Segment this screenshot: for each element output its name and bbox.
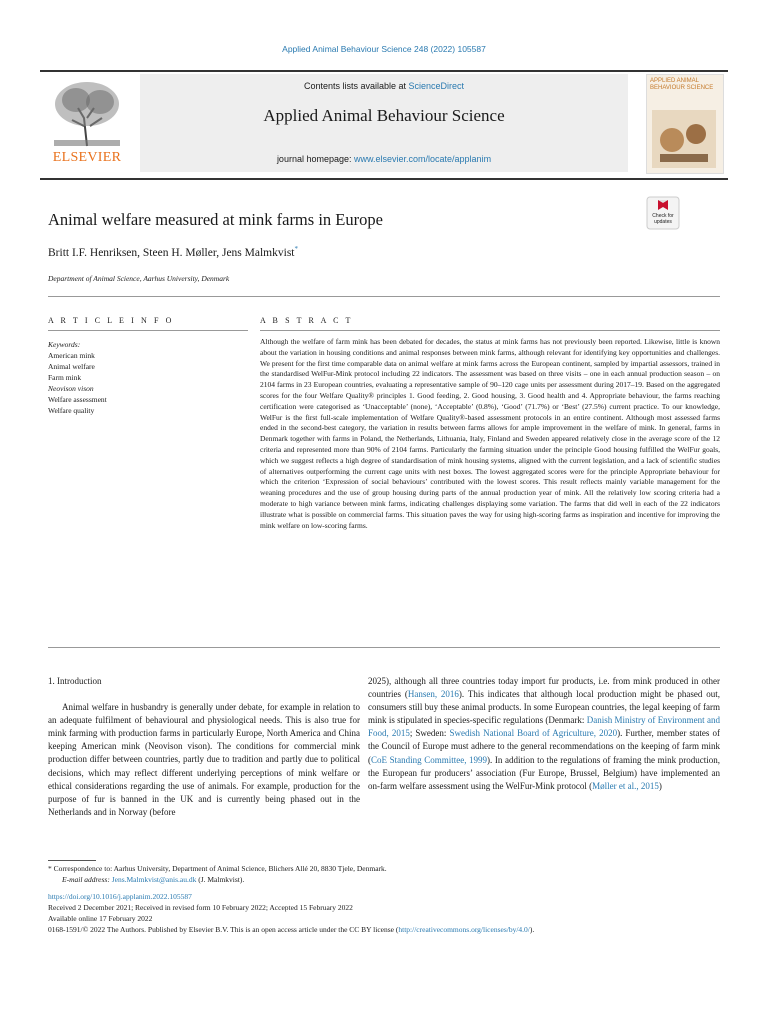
license-link[interactable]: http://creativecommons.org/licenses/by/4.0/ bbox=[398, 924, 530, 934]
keyword: Welfare quality bbox=[48, 405, 95, 415]
text-run: ). In addition to the regulations of framing the mink production, the European fur producers’ association (Fur Europe, Brussel, Belgium) have implemented an on-farm welfare assessment using the WelFur-Mink protocol ( bbox=[368, 754, 720, 791]
divider bbox=[48, 647, 720, 648]
email-line bbox=[48, 875, 728, 886]
text-run: ). This indicates that although local production might be phased out, consumers still buy these animal products. In some European countries, the legal keeping of farm mink is stipulated in species-specific regulations (Denmark: bbox=[368, 689, 720, 726]
intro-paragraph: Animal welfare in husbandry is generally under debate, for example in relation to an adequate fulfilment of behavioural and physiological needs. This is also true for mink farming with production farms in particularly Europe, North America and China keeping American mink (Neovison vison). The conditions for commercial mink production differ between countries, partly due to tradition and partly due to political decisions, which may reflect different underlying perceptions of mink welfare or ethical considerations regarding the use of animals. For example, production for the purpose of fur is banned in the UK and is currently being phased out in the Netherlands and in Norway (before bbox=[48, 702, 360, 817]
citation-link[interactable]: Møller et al., 2015 bbox=[592, 780, 659, 791]
divider bbox=[260, 330, 720, 331]
received-dates: Received 2 December 2021; Received in revised form 10 February 2022; Accepted 15 February 2022 bbox=[48, 902, 353, 912]
divider bbox=[48, 330, 248, 331]
correspondence-note bbox=[48, 864, 728, 875]
abstract-text: Although the welfare of farm mink has been debated for decades, the status at mink farms has not previously been reported. Likewise, little is known about the variation in housing conditions and animal responses between mink farms, although relevant for identifying key opportunities and challenges. We present for the first time comparable data on animal welfare at mink farms across the European continent, sampled by impartial assessors, trained in the standardised WelFur-Mink protocol including 22 indicators. The assessment was based on three visits – one in each annual production season – on 2104 farms in 23 European countries, evaluating a representative sample of 90–120 cage units per assessment during 2017–19. Based on the aggregated scores for the four Welfare Quality® principles 1. Good feeding, 2. Good housing, 3. Good health and 4. Appropriate behaviour, the farms reaching certification were categorised as ‘Unacceptable’ (none), ‘Acceptable’ (0.8%), ‘Good’ (71.7%) or ‘Best’ (27.5%) current practice. To our knowledge, WelFur is the first full-scale implementation of Welfare Quality®-based assessment protocols in an entire continent. Although most assessed farms ended in the second-best category, the variation in results between farms allows for ample improvement in the welfare of mink. In general, farms in Denmark together with farms in Poland, the Netherlands, Lithuania, Italy, Finland and Sweden appeared relatively close in the average score of the 12 criteria and represented more than 90% of 2104 farms. Particularly the farming situation under the principle Good housing fulfilled the WelFur goals, which we suggest reflects a high degree of standardisation of mink housing systems, aligned with the current legislation, and a lack of scientific studies of alternatives outperforming the current cage units with nest boxes. The lowest aggregated scores were for the principle Appropriate behaviour for which the criterion ‘Expression of social behaviours’ contributed with the lowest scores. This result reflects mainly variable management for the weaning procedures and the use of group housing during parts of the annual production year of mink. All the relatively low scoring criteria had a moderate to high variance between mink farms, indicating challenges displaying some variation. The farms that did well in each of the 22 indicators illustrate what is possible on commercial farms. This situation paves the way for using high-scoring farms as inspiration and incentive for improving the mink welfare on low-scoring farms. bbox=[260, 337, 720, 530]
cover-illustration bbox=[652, 110, 716, 168]
license-suffix: ). bbox=[529, 924, 535, 934]
divider bbox=[48, 296, 720, 297]
correspondence-text: Correspondence to: Aarhus University, Department of Animal Science, Blichers Allé 20, 8830 Tjele, Denmark. bbox=[51, 864, 387, 873]
citation-link[interactable]: Swedish National Board of Agriculture, 2020 bbox=[449, 728, 618, 739]
footnote-divider bbox=[48, 860, 96, 861]
sciencedirect-link[interactable]: ScienceDirect bbox=[408, 81, 465, 91]
keyword: Welfare assessment bbox=[48, 394, 107, 404]
article-info-heading: A R T I C L E I N F O bbox=[48, 316, 175, 325]
journal-homepage bbox=[140, 154, 628, 164]
email-label: E-mail address: bbox=[62, 874, 112, 884]
article-title: Animal welfare measured at mink farms in Europe bbox=[48, 210, 383, 229]
elsevier-tree-logo bbox=[48, 78, 126, 148]
author-list bbox=[48, 245, 298, 259]
license-text: 0168-1591/© 2022 The Authors. Published by Elsevier B.V. This is an open access article under the CC BY license ( bbox=[48, 924, 399, 934]
text-run: ). Further, member states of the Council of Europe must adhere to the general recommendations on the keeping of farm mink ( bbox=[368, 728, 720, 765]
citation-link[interactable]: Danish Ministry of Environment and Food, 2015 bbox=[368, 715, 720, 739]
corresponding-author-mark[interactable]: * bbox=[294, 245, 298, 253]
footer bbox=[48, 864, 728, 935]
intro-left-column bbox=[48, 675, 360, 819]
publisher-logo: ELSEVIER bbox=[52, 150, 122, 165]
citation-link[interactable]: Hansen, 2016 bbox=[407, 689, 459, 700]
affiliation: Department of Animal Science, Aarhus University, Denmark bbox=[48, 274, 230, 283]
homepage-link[interactable]: www.elsevier.com/locate/applanim bbox=[354, 154, 492, 164]
email-suffix: (J. Malmkvist). bbox=[196, 874, 245, 884]
email-link[interactable]: Jens.Malmkvist@anis.au.dk bbox=[111, 874, 197, 884]
footnote-mark: * bbox=[48, 864, 52, 873]
keyword: American mink bbox=[48, 351, 95, 360]
contents-prefix: Contents lists available at bbox=[303, 81, 409, 91]
keyword: Farm mink bbox=[48, 372, 82, 382]
abstract-heading: A B S T R A C T bbox=[260, 316, 354, 325]
keyword: Animal welfare bbox=[48, 361, 95, 371]
text-run: ) bbox=[658, 780, 662, 791]
contents-line bbox=[140, 81, 628, 91]
text-run: 2025), although all three countries today import fur products, i.e. from mink produced in other countries ( bbox=[368, 676, 720, 700]
keywords-label: Keywords: bbox=[48, 340, 81, 349]
citation-link[interactable]: CoE Standing Committee, 1999 bbox=[371, 754, 488, 765]
homepage-label: journal homepage: bbox=[276, 154, 354, 164]
online-date: Available online 17 February 2022 bbox=[48, 913, 153, 923]
keywords-list bbox=[48, 351, 107, 416]
check-for-updates-label[interactable]: Check for updates bbox=[652, 213, 674, 225]
authors: Britt I.F. Henriksen, Steen H. Møller, Jens Malmkvist bbox=[48, 246, 295, 259]
license-line bbox=[48, 925, 728, 936]
intro-right-column bbox=[368, 675, 720, 793]
intro-paragraph-continued bbox=[368, 675, 720, 793]
doi-link[interactable]: https://doi.org/10.1016/j.applanim.2022.105587 bbox=[48, 891, 192, 901]
keyword: Neovison vison bbox=[48, 383, 94, 393]
journal-citation[interactable]: Applied Animal Behaviour Science 248 (2022) 105587 bbox=[282, 44, 486, 54]
journal-title: Applied Animal Behaviour Science bbox=[263, 106, 505, 125]
section-heading-introduction: 1. Introduction bbox=[48, 676, 102, 686]
cover-title: APPLIED ANIMAL BEHAVIOUR SCIENCE bbox=[650, 78, 714, 91]
text-run: ; Sweden: bbox=[409, 728, 450, 739]
